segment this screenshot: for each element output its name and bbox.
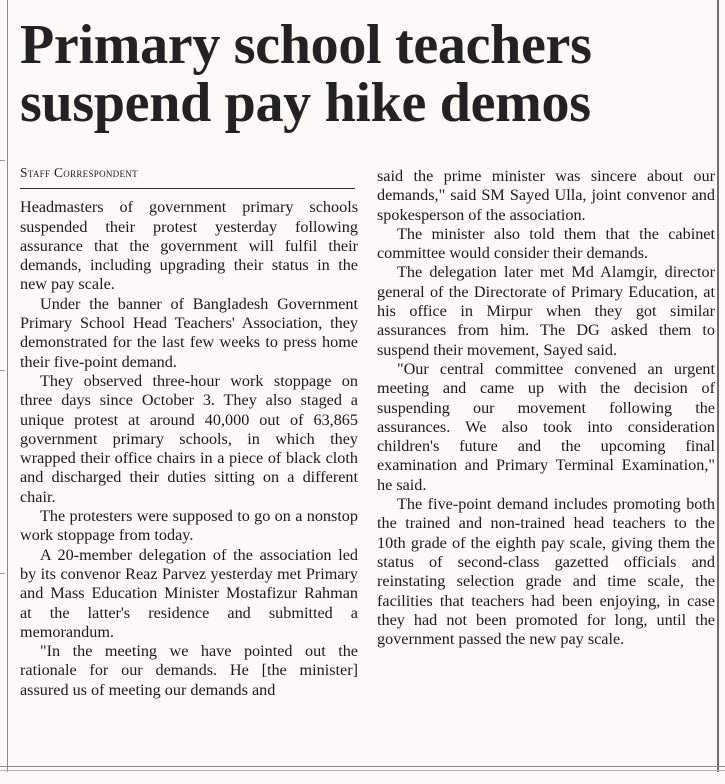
article-paragraph: The protesters were supposed to go on a nonstop work stoppage from today. [20,507,358,545]
margin-tick [0,370,5,371]
margin-tick [0,160,5,161]
bottom-rule [0,766,725,767]
article-paragraph: Headmasters of government primary schools suspended their protest yesterday following assurance that the government will fulfil their demands, including upgrading their status in the new pay scale. [20,198,358,294]
article-headline: Primary school teachers suspend pay hike demos [20,14,592,134]
article-paragraph: The five-point demand includes promoting both the trained and non-trained head teachers to the 10th grade of the eighth pay scale, giving them the status of second-class gazetted officials and reinstating selection grade and time scale, the facilities that teachers had been enjoying, in case they had not been promoted for long, until the government passed the new pay scale. [377,495,715,649]
article-paragraph: Under the banner of Bangladesh Government Primary School Head Teachers' Association, they demonstrated for the last few weeks to press home their five-point demand. [20,294,358,371]
left-column-rule [7,0,8,772]
right-column-rule [717,0,719,772]
article-paragraph: said the prime minister was sincere about our demands," said SM Sayed Ulla, joint convenor and spokesperson of the association. [377,167,715,224]
article-column-right [377,167,715,649]
article-paragraph: "Our central committee convened an urgent meeting and came up with the decision of suspending our movement following the assurances. We also took into consideration children's future and the upcoming final examination and Primary Terminal Examination," he said. [377,359,715,494]
article-paragraph: "In the meeting we have pointed out the rationale for our demands. He [the minister] assured us of meeting our demands and [20,642,358,699]
margin-tick [0,573,5,574]
article-paragraph: A 20-member delegation of the association led by its convenor Reaz Parvez yesterday met Primary and Mass Education Minister Mostafizur Rahman at the latter's residence and submitted a memorandum. [20,545,358,641]
article-byline: Staff Correspondent [20,163,355,189]
bottom-rule-secondary [0,770,725,771]
article-paragraph: They observed three-hour work stoppage on three days since October 3. They also staged a unique protest at around 40,000 out of 63,865 government primary schools, in which they wrapped their office chairs in a piece of black cloth and discharged their duties sitting on a different chair. [20,371,358,506]
article-paragraph: The delegation later met Md Alamgir, director general of the Directorate of Primary Education, at his office in Mirpur when they got similar assurances from him. The DG asked them to suspend their movement, Sayed said. [377,263,715,359]
article-column-left [20,163,358,700]
article-paragraph: The minister also told them that the cabinet committee would consider their demands. [377,224,715,263]
